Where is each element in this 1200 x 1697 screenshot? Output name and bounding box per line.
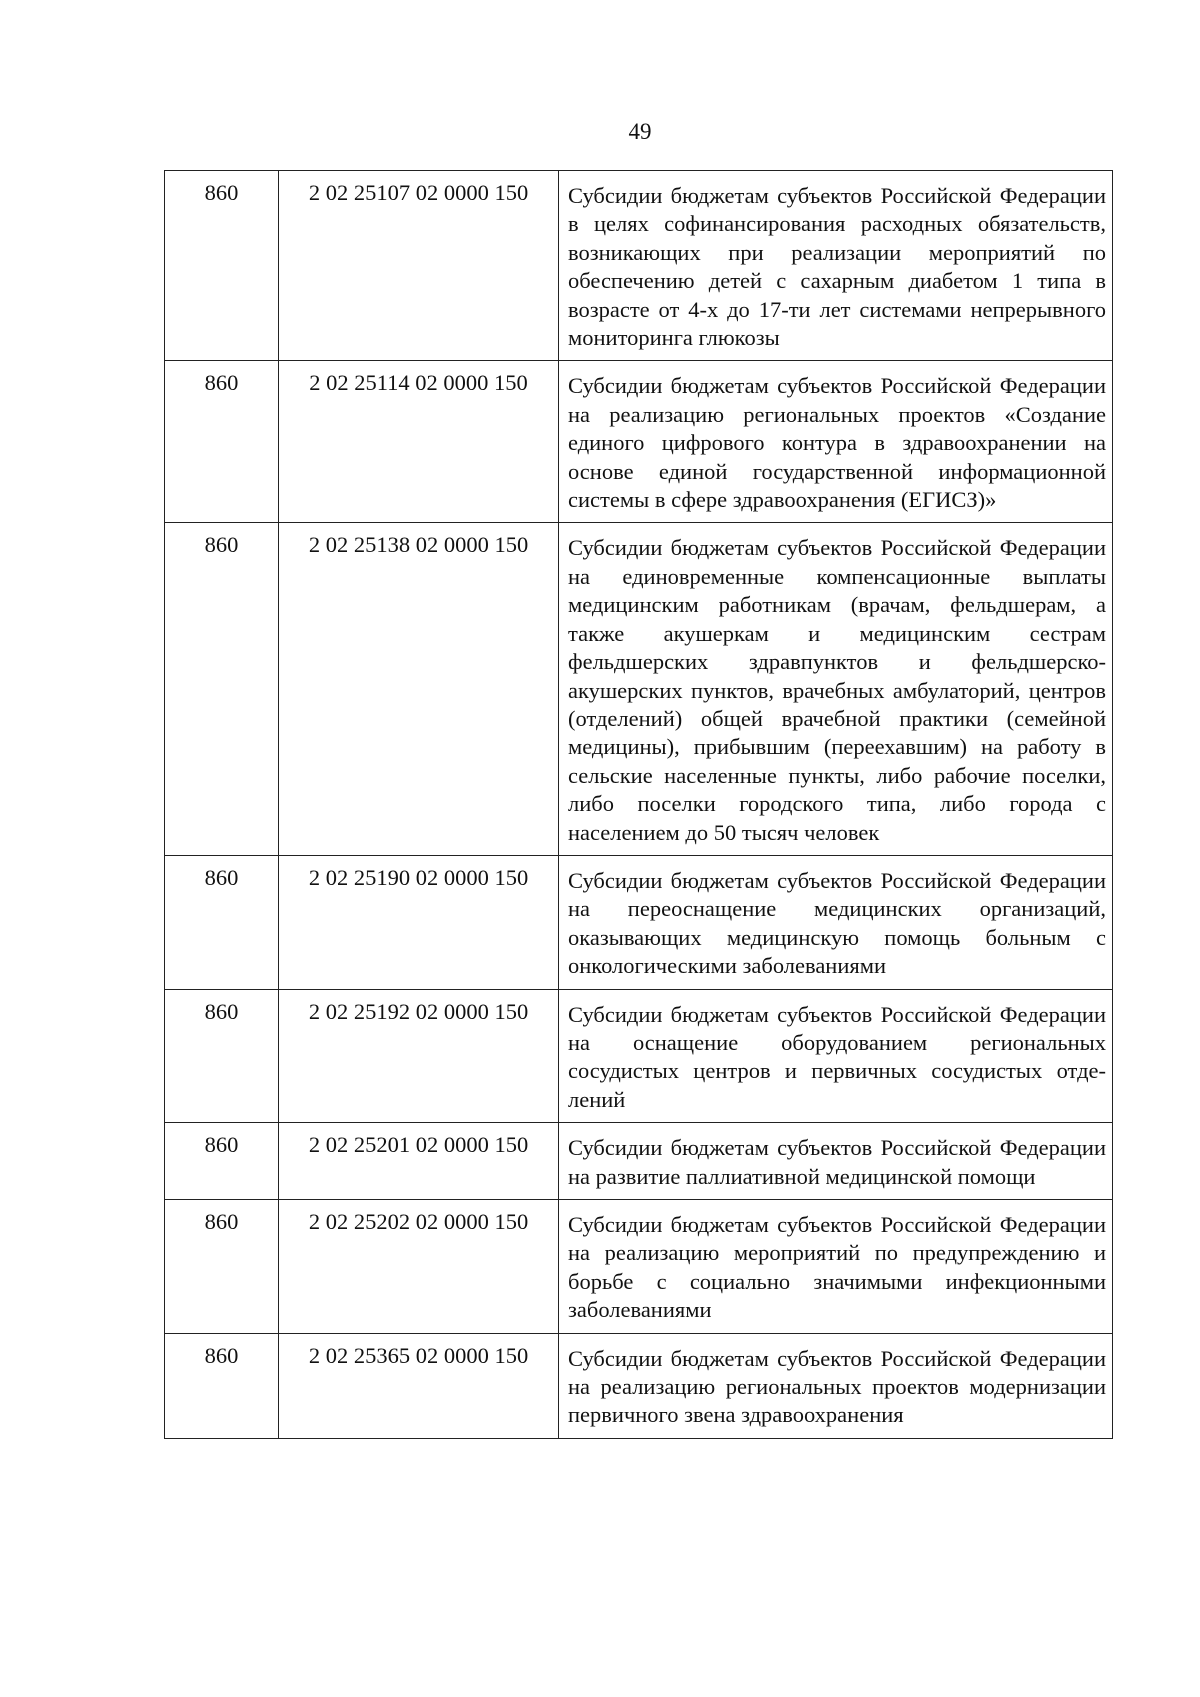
admin-code-cell: 860 bbox=[165, 171, 279, 361]
kbk-code-cell: 2 02 25138 02 0000 150 bbox=[279, 523, 559, 855]
table-row bbox=[165, 171, 1113, 361]
kbk-code-cell: 2 02 25190 02 0000 150 bbox=[279, 855, 559, 989]
description-cell: Субсидии бюджетам субъектов Российской Федерации на переоснащение медицинских организаций, оказывающих медицинскую помощь больным с онкологическими заболеваниями bbox=[559, 855, 1113, 989]
table-row bbox=[165, 1333, 1113, 1438]
admin-code-cell: 860 bbox=[165, 1333, 279, 1438]
page-number: 49 bbox=[628, 119, 652, 144]
table-row bbox=[165, 855, 1113, 989]
kbk-code-cell: 2 02 25201 02 0000 150 bbox=[279, 1123, 559, 1200]
table-row bbox=[165, 361, 1113, 523]
description-cell: Субсидии бюджетам субъектов Российской Федерации в целях софинансирования расходных обязательств, возникающих при реализации мероприятий по обеспечению детей с сахарным диабетом 1 типа в возрасте от 4-х до 17-ти лет системами непрерывного мониторинга глюкозы bbox=[559, 171, 1113, 361]
admin-code-cell: 860 bbox=[165, 989, 279, 1123]
kbk-code-cell: 2 02 25365 02 0000 150 bbox=[279, 1333, 559, 1438]
budget-codes-table bbox=[164, 170, 1113, 1439]
table-row bbox=[165, 1123, 1113, 1200]
kbk-code-cell: 2 02 25107 02 0000 150 bbox=[279, 171, 559, 361]
description-cell: Субсидии бюджетам субъектов Российской Федерации на оснащение оборудованием региональных сосудистых центров и первичных сосудистых отделений bbox=[559, 989, 1113, 1123]
admin-code-cell: 860 bbox=[165, 1200, 279, 1334]
description-cell: Субсидии бюджетам субъектов Российской Федерации на реализацию региональных проектов «Создание единого цифрового контура в здравоохранении на основе единой государственной информационной системы в сфере здравоохранения (ЕГИСЗ)» bbox=[559, 361, 1113, 523]
kbk-code-cell: 2 02 25192 02 0000 150 bbox=[279, 989, 559, 1123]
kbk-code-cell: 2 02 25114 02 0000 150 bbox=[279, 361, 559, 523]
table-row bbox=[165, 1200, 1113, 1334]
admin-code-cell: 860 bbox=[165, 361, 279, 523]
table-row bbox=[165, 989, 1113, 1123]
admin-code-cell: 860 bbox=[165, 1123, 279, 1200]
admin-code-cell: 860 bbox=[165, 523, 279, 855]
table-row bbox=[165, 523, 1113, 855]
admin-code-cell: 860 bbox=[165, 855, 279, 989]
kbk-code-cell: 2 02 25202 02 0000 150 bbox=[279, 1200, 559, 1334]
description-cell: Субсидии бюджетам субъектов Российской Федерации на развитие паллиативной медицинской помощи bbox=[559, 1123, 1113, 1200]
description-cell: Субсидии бюджетам субъектов Российской Федерации на реализацию мероприятий по предупреждению и борьбе с социально значимыми инфекционными заболеваниями bbox=[559, 1200, 1113, 1334]
description-cell: Субсидии бюджетам субъектов Российской Федерации на единовременные компенсационные выплаты медицинским работникам (врачам, фельдшерам, а также акушеркам и медицинским сестрам фельдшерских здравпунктов и фельдшерско-акушерских пунктов, врачебных амбулаторий, центров (отделений) общей врачебной практики (семейной медицины), прибывшим (переехавшим) на работу в сельские населенные пункты, либо рабочие поселки, либо поселки городского типа, либо города с населением до 50 тысяч человек bbox=[559, 523, 1113, 855]
description-cell: Субсидии бюджетам субъектов Российской Федерации на реализацию региональных проектов модернизации первичного звена здравоохранения bbox=[559, 1333, 1113, 1438]
